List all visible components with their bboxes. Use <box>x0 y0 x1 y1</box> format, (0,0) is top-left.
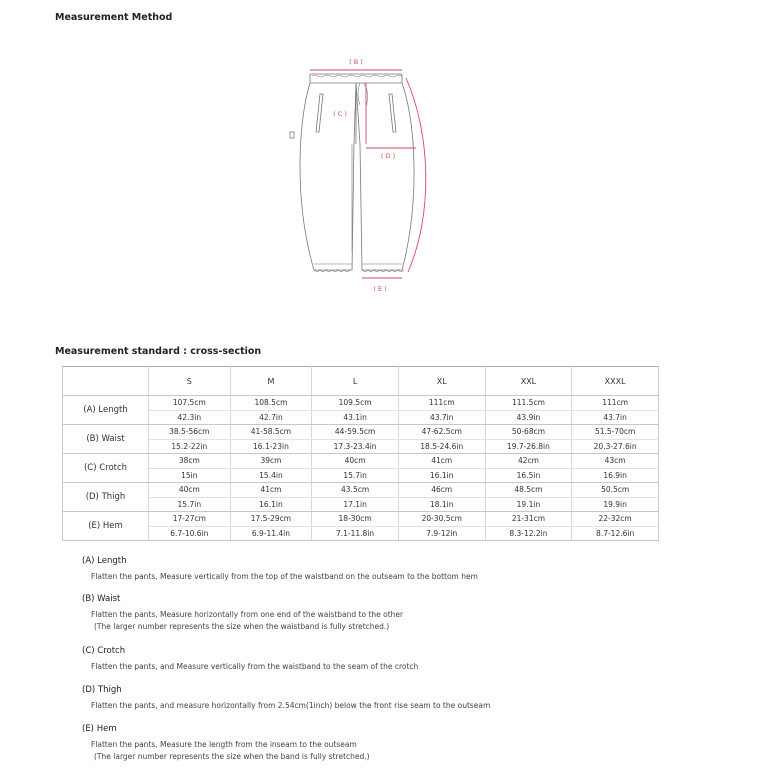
cell: 47-62.5cm <box>398 425 485 440</box>
cell: 16.5in <box>485 468 572 483</box>
cell: 7.9-12in <box>398 526 485 541</box>
desc-heading: (E) Hem <box>82 724 117 734</box>
right-pocket <box>389 94 396 132</box>
cell: 15.7in <box>149 497 231 512</box>
label-d: ( D ) <box>380 152 396 160</box>
table-row-in <box>63 497 659 512</box>
cell: 42.3in <box>149 410 231 425</box>
table-row-in <box>63 526 659 541</box>
table-row-cm <box>63 425 659 440</box>
label-b: ( B ) <box>349 58 363 66</box>
cell: 51.5-70cm <box>572 425 659 440</box>
cell: 20.3-27.6in <box>572 439 659 454</box>
table-row-in <box>63 468 659 483</box>
cell: 48.5cm <box>485 483 572 498</box>
left-leg-outline <box>300 83 356 270</box>
size-table <box>62 366 659 541</box>
table-row-in <box>63 410 659 425</box>
cell: 17.1in <box>312 497 399 512</box>
cell: 43.9in <box>485 410 572 425</box>
desc-waist <box>82 594 403 633</box>
cell: 107.5cm <box>149 396 231 411</box>
cell: 8.3-12.2in <box>485 526 572 541</box>
row-label: (C) Crotch <box>63 454 149 483</box>
cell: 38.5-56cm <box>149 425 231 440</box>
cell: 18.5-24.6in <box>398 439 485 454</box>
cell: 15.4in <box>230 468 312 483</box>
cell: 109.5cm <box>312 396 399 411</box>
cell: 17.3-23.4in <box>312 439 399 454</box>
cell: 19.1in <box>485 497 572 512</box>
cell: 42.7in <box>230 410 312 425</box>
measurement-method-title: Measurement Method <box>55 12 173 23</box>
table-row-cm <box>63 483 659 498</box>
cell: 39cm <box>230 454 312 469</box>
desc-line: Flatten the pants, Measure vertically from the top of the waistband on the outseam to the bottom hem <box>91 572 478 581</box>
cell: 6.9-11.4in <box>230 526 312 541</box>
cell: 43.7in <box>398 410 485 425</box>
cell: 108.5cm <box>230 396 312 411</box>
cell: 16.1-23in <box>230 439 312 454</box>
label-c: ( C ) <box>333 110 347 118</box>
header-size: XXXL <box>572 367 659 396</box>
cell: 19.7-26.8in <box>485 439 572 454</box>
table-row-cm <box>63 454 659 469</box>
header-size: M <box>230 367 312 396</box>
cell: 15.7in <box>312 468 399 483</box>
cell: 41-58.5cm <box>230 425 312 440</box>
desc-heading: (C) Crotch <box>82 646 126 656</box>
header-empty <box>63 367 149 396</box>
cell: 43.7in <box>572 410 659 425</box>
left-pocket <box>316 94 323 132</box>
header-size: L <box>312 367 399 396</box>
header-size: S <box>149 367 231 396</box>
label-e: ( E ) <box>373 285 387 293</box>
row-label: (E) Hem <box>63 512 149 541</box>
cell: 16.1in <box>398 468 485 483</box>
desc-thigh <box>82 685 490 712</box>
cell: 18.1in <box>398 497 485 512</box>
right-leg-outline <box>356 83 414 270</box>
size-header-row <box>63 367 659 396</box>
cell: 43.5cm <box>312 483 399 498</box>
cell: 15in <box>149 468 231 483</box>
cell: 16.9in <box>572 468 659 483</box>
cell: 43cm <box>572 454 659 469</box>
desc-line: (The larger number represents the size when the band is fully stretched.) <box>94 752 370 761</box>
row-label: (D) Thigh <box>63 483 149 512</box>
cell: 43.1in <box>312 410 399 425</box>
cell: 42cm <box>485 454 572 469</box>
cell: 41cm <box>230 483 312 498</box>
cell: 8.7-12.6in <box>572 526 659 541</box>
cell: 50-68cm <box>485 425 572 440</box>
table-row-cm <box>63 512 659 527</box>
row-label: (A) Length <box>63 396 149 425</box>
cell: 44-59.5cm <box>312 425 399 440</box>
cell: 111.5cm <box>485 396 572 411</box>
table-row-in <box>63 439 659 454</box>
desc-line: Flatten the pants, Measure the length from the inseam to the outseam <box>91 740 357 749</box>
cell: 17-27cm <box>149 512 231 527</box>
desc-crotch <box>82 646 418 673</box>
desc-line: (The larger number represents the size when the waistband is fully stretched.) <box>94 622 390 631</box>
cell: 19.9in <box>572 497 659 512</box>
cell: 111cm <box>572 396 659 411</box>
desc-line: Flatten the pants, Measure horizontally from one end of the waistband to the other <box>91 610 404 619</box>
desc-heading: (A) Length <box>82 556 127 566</box>
desc-length <box>82 556 478 583</box>
cell: 17.5-29cm <box>230 512 312 527</box>
cell: 40cm <box>149 483 231 498</box>
desc-heading: (D) Thigh <box>82 685 122 695</box>
cell: 46cm <box>398 483 485 498</box>
header-size: XXL <box>485 367 572 396</box>
dimension-a-line <box>406 78 426 272</box>
side-tab <box>290 132 294 138</box>
header-size: XL <box>398 367 485 396</box>
cell: 15.2-22in <box>149 439 231 454</box>
cell: 7.1-11.8in <box>312 526 399 541</box>
cell: 40cm <box>312 454 399 469</box>
cell: 20-30.5cm <box>398 512 485 527</box>
cell: 18-30cm <box>312 512 399 527</box>
waistband-ruffle <box>312 75 402 77</box>
pants-measurement-diagram <box>280 52 450 297</box>
cell: 111cm <box>398 396 485 411</box>
desc-line: Flatten the pants, and measure horizontally from 2.54cm(1inch) below the front rise seam to the outseam <box>91 701 491 710</box>
table-row-cm <box>63 396 659 411</box>
cell: 38cm <box>149 454 231 469</box>
desc-line: Flatten the pants, and Measure vertically from the waistband to the seam of the crotch <box>91 662 419 671</box>
cell: 6.7-10.6in <box>149 526 231 541</box>
cell: 41cm <box>398 454 485 469</box>
cell: 16.1in <box>230 497 312 512</box>
measurement-standard-title: Measurement standard : cross-section <box>55 346 262 357</box>
cell: 22-32cm <box>572 512 659 527</box>
desc-heading: (B) Waist <box>82 594 121 604</box>
row-label: (B) Waist <box>63 425 149 454</box>
cell: 21-31cm <box>485 512 572 527</box>
cell: 50.5cm <box>572 483 659 498</box>
desc-hem <box>82 724 370 763</box>
